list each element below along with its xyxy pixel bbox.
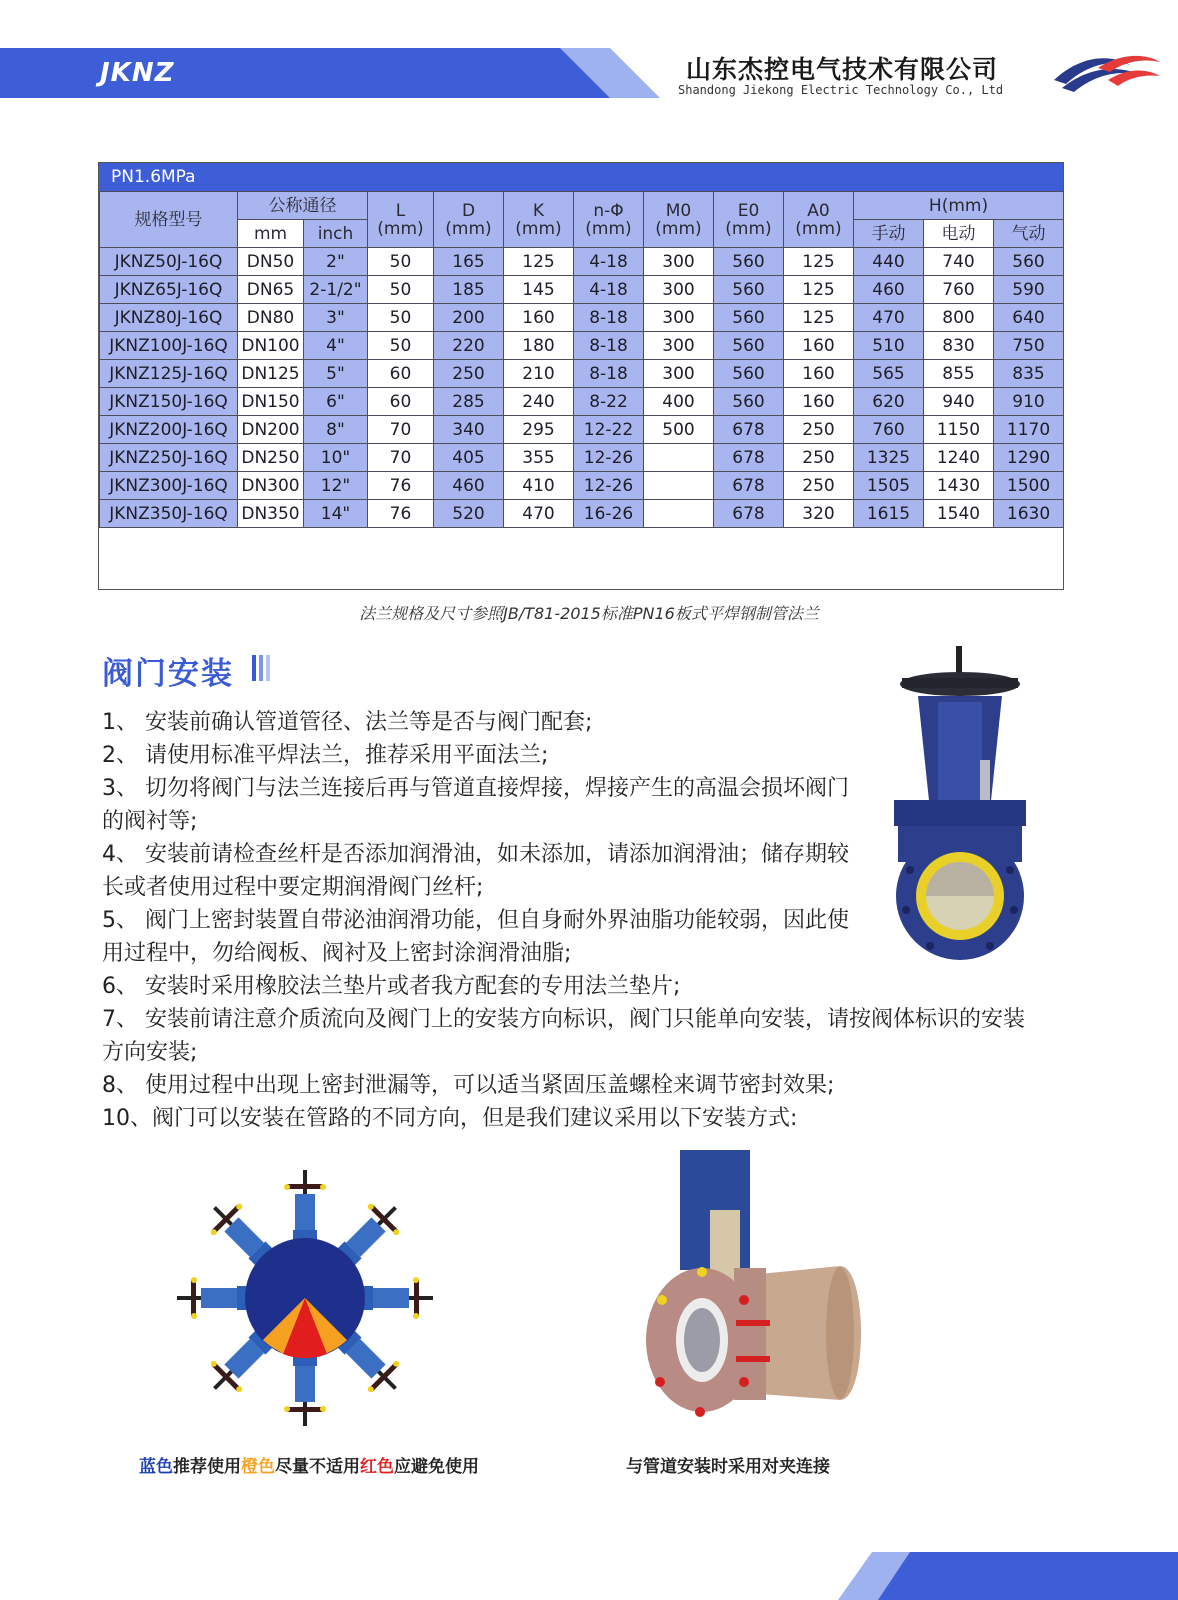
cell-D: 520 xyxy=(434,500,504,528)
cell-A0: 250 xyxy=(784,472,854,500)
cell-L: 76 xyxy=(368,500,434,528)
cell-electric: 800 xyxy=(924,304,994,332)
cell-E0: 560 xyxy=(714,332,784,360)
cell-pneumatic: 560 xyxy=(994,248,1064,276)
company-name-en: Shandong Jiekong Electric Technology Co., Ltd xyxy=(678,83,1004,97)
cell-manual: 470 xyxy=(854,304,924,332)
legend-red: 红色 xyxy=(360,1457,394,1477)
cell-A0: 320 xyxy=(784,500,854,528)
cell-pneumatic: 910 xyxy=(994,388,1064,416)
cell-model: JKNZ150J-16Q xyxy=(100,388,238,416)
install-step: 10、阀门可以安装在管路的不同方向，但是我们建议采用以下安装方式: xyxy=(102,1106,798,1131)
section-title: 阀门安装 xyxy=(102,656,234,692)
col-header-mm: mm xyxy=(238,220,304,248)
legend-orange: 橙色 xyxy=(241,1457,275,1477)
col-header-K: K (mm) xyxy=(504,192,574,248)
col-header-nominal: 公称通径 xyxy=(238,192,368,220)
cell-inch: 2-1/2" xyxy=(304,276,368,304)
cell-inch: 12" xyxy=(304,472,368,500)
cell-pneumatic: 590 xyxy=(994,276,1064,304)
cell-mm: DN150 xyxy=(238,388,304,416)
col-header-A0: A0 (mm) xyxy=(784,192,854,248)
cell-inch: 5" xyxy=(304,360,368,388)
cell-D: 185 xyxy=(434,276,504,304)
cell-nphi: 4-18 xyxy=(574,276,644,304)
cell-mm: DN200 xyxy=(238,416,304,444)
cell-mm: DN80 xyxy=(238,304,304,332)
flange-standard-note: 法兰规格及尺寸参照JB/T81-2015标准PN16板式平焊钢制管法兰 xyxy=(359,604,819,623)
cell-L: 60 xyxy=(368,388,434,416)
cell-manual: 510 xyxy=(854,332,924,360)
cell-electric: 855 xyxy=(924,360,994,388)
cell-D: 165 xyxy=(434,248,504,276)
cell-manual: 1615 xyxy=(854,500,924,528)
cell-E0: 678 xyxy=(714,500,784,528)
cell-model: JKNZ250J-16Q xyxy=(100,444,238,472)
cell-manual: 440 xyxy=(854,248,924,276)
cell-nphi: 8-18 xyxy=(574,360,644,388)
cell-A0: 160 xyxy=(784,360,854,388)
cell-A0: 125 xyxy=(784,304,854,332)
table-row xyxy=(100,444,1064,472)
cell-model: JKNZ80J-16Q xyxy=(100,304,238,332)
install-step: 8、 使用过程中出现上密封泄漏等，可以适当紧固压盖螺栓来调节密封效果; xyxy=(102,1073,835,1098)
install-step: 3、 切勿将阀门与法兰连接后再与管道直接焊接，焊接产生的高温会损坏阀门的阀衬等; xyxy=(102,776,849,834)
cell-electric: 940 xyxy=(924,388,994,416)
install-step: 7、 安装前请注意介质流向及阀门上的安装方向标识，阀门只能单向安装，请按阀体标识的安装方向安装; xyxy=(102,1007,1025,1065)
cell-pneumatic: 1170 xyxy=(994,416,1064,444)
cell-L: 50 xyxy=(368,304,434,332)
cell-inch: 8" xyxy=(304,416,368,444)
cell-mm: DN350 xyxy=(238,500,304,528)
cell-A0: 125 xyxy=(784,248,854,276)
installation-orientation-diagram xyxy=(150,1148,460,1448)
footer-band xyxy=(838,1552,1178,1600)
cell-pneumatic: 750 xyxy=(994,332,1064,360)
cell-nphi: 8-18 xyxy=(574,332,644,360)
col-header-manual: 手动 xyxy=(854,220,924,248)
cell-nphi: 16-26 xyxy=(574,500,644,528)
cell-inch: 3" xyxy=(304,304,368,332)
cell-A0: 250 xyxy=(784,444,854,472)
header-band xyxy=(0,48,660,98)
col-header-D: D (mm) xyxy=(434,192,504,248)
cell-A0: 125 xyxy=(784,276,854,304)
cell-nphi: 12-26 xyxy=(574,444,644,472)
col-header-H: H(mm) xyxy=(854,192,1064,220)
table-spacer xyxy=(100,528,1064,583)
install-step: 4、 安装前请检查丝杆是否添加润滑油，如未添加，请添加润滑油；储存期较长或者使用过程中要定期润滑阀门丝杆; xyxy=(102,842,849,900)
col-header-E0: E0 (mm) xyxy=(714,192,784,248)
cell-inch: 6" xyxy=(304,388,368,416)
legend-blue: 蓝色 xyxy=(139,1457,173,1477)
cell-D: 340 xyxy=(434,416,504,444)
table-row xyxy=(100,304,1064,332)
cell-D: 250 xyxy=(434,360,504,388)
orientation-legend-caption: 蓝色推荐使用橙色尽量不适用红色应避免使用 xyxy=(139,1457,479,1477)
cell-K: 355 xyxy=(504,444,574,472)
cell-manual: 1325 xyxy=(854,444,924,472)
cell-D: 460 xyxy=(434,472,504,500)
cell-K: 210 xyxy=(504,360,574,388)
cell-A0: 250 xyxy=(784,416,854,444)
cell-pneumatic: 1290 xyxy=(994,444,1064,472)
cell-electric: 1240 xyxy=(924,444,994,472)
spec-table-title: PN1.6MPa xyxy=(99,163,1063,191)
cell-electric: 1540 xyxy=(924,500,994,528)
spec-table xyxy=(99,191,1064,582)
cell-L: 70 xyxy=(368,444,434,472)
cell-mm: DN65 xyxy=(238,276,304,304)
cell-nphi: 8-18 xyxy=(574,304,644,332)
table-row xyxy=(100,500,1064,528)
cell-manual: 1505 xyxy=(854,472,924,500)
cell-D: 220 xyxy=(434,332,504,360)
cell-M0: 300 xyxy=(644,332,714,360)
cell-model: JKNZ65J-16Q xyxy=(100,276,238,304)
table-row xyxy=(100,332,1064,360)
table-row xyxy=(100,416,1064,444)
cell-model: JKNZ100J-16Q xyxy=(100,332,238,360)
cell-model: JKNZ300J-16Q xyxy=(100,472,238,500)
spec-table-container xyxy=(98,162,1064,590)
cell-mm: DN300 xyxy=(238,472,304,500)
cell-K: 470 xyxy=(504,500,574,528)
cell-mm: DN125 xyxy=(238,360,304,388)
cell-electric: 830 xyxy=(924,332,994,360)
table-row xyxy=(100,360,1064,388)
cell-electric: 1150 xyxy=(924,416,994,444)
cell-E0: 560 xyxy=(714,248,784,276)
cell-K: 145 xyxy=(504,276,574,304)
cell-inch: 4" xyxy=(304,332,368,360)
cell-nphi: 12-22 xyxy=(574,416,644,444)
col-header-model: 规格型号 xyxy=(100,192,238,248)
table-row xyxy=(100,472,1064,500)
cell-inch: 10" xyxy=(304,444,368,472)
col-header-pneumatic: 气动 xyxy=(994,220,1064,248)
knife-gate-valve-image xyxy=(880,640,1040,970)
cell-nphi: 8-22 xyxy=(574,388,644,416)
cell-pneumatic: 1630 xyxy=(994,500,1064,528)
cell-K: 240 xyxy=(504,388,574,416)
cell-D: 405 xyxy=(434,444,504,472)
company-name-cn: 山东杰控电气技术有限公司 xyxy=(686,55,999,84)
cell-L: 50 xyxy=(368,276,434,304)
cell-A0: 160 xyxy=(784,388,854,416)
cell-M0: 300 xyxy=(644,304,714,332)
cell-K: 125 xyxy=(504,248,574,276)
cell-K: 410 xyxy=(504,472,574,500)
cell-L: 60 xyxy=(368,360,434,388)
cell-M0: 300 xyxy=(644,248,714,276)
cell-electric: 1430 xyxy=(924,472,994,500)
company-logo xyxy=(1052,48,1162,94)
cell-pneumatic: 835 xyxy=(994,360,1064,388)
install-step: 5、 阀门上密封装置自带泌油润滑功能，但自身耐外界油脂功能较弱，因此使用过程中，勿给阀板、阀衬及上密封涂润滑油脂; xyxy=(102,908,849,966)
cell-mm: DN100 xyxy=(238,332,304,360)
cell-E0: 560 xyxy=(714,360,784,388)
clamp-caption: 与管道安装时采用对夹连接 xyxy=(626,1457,830,1477)
cell-M0 xyxy=(644,500,714,528)
cell-model: JKNZ350J-16Q xyxy=(100,500,238,528)
cell-L: 50 xyxy=(368,332,434,360)
cell-K: 180 xyxy=(504,332,574,360)
table-spacer-row xyxy=(100,528,1064,583)
cell-model: JKNZ125J-16Q xyxy=(100,360,238,388)
wafer-clamp-connection-image xyxy=(640,1150,870,1440)
cell-pneumatic: 1500 xyxy=(994,472,1064,500)
table-row xyxy=(100,276,1064,304)
cell-A0: 160 xyxy=(784,332,854,360)
section-bars-icon xyxy=(252,653,272,683)
cell-inch: 2" xyxy=(304,248,368,276)
cell-nphi: 12-26 xyxy=(574,472,644,500)
cell-M0: 300 xyxy=(644,276,714,304)
install-step: 2、 请使用标准平焊法兰，推荐采用平面法兰; xyxy=(102,743,549,768)
cell-model: JKNZ200J-16Q xyxy=(100,416,238,444)
cell-manual: 565 xyxy=(854,360,924,388)
cell-mm: DN250 xyxy=(238,444,304,472)
cell-K: 295 xyxy=(504,416,574,444)
cell-M0: 400 xyxy=(644,388,714,416)
cell-E0: 560 xyxy=(714,276,784,304)
cell-E0: 678 xyxy=(714,416,784,444)
table-row xyxy=(100,388,1064,416)
table-row xyxy=(100,248,1064,276)
cell-electric: 740 xyxy=(924,248,994,276)
cell-M0: 500 xyxy=(644,416,714,444)
cell-manual: 760 xyxy=(854,416,924,444)
cell-nphi: 4-18 xyxy=(574,248,644,276)
cell-E0: 560 xyxy=(714,304,784,332)
col-header-L: L (mm) xyxy=(368,192,434,248)
cell-manual: 620 xyxy=(854,388,924,416)
cell-M0 xyxy=(644,472,714,500)
cell-L: 50 xyxy=(368,248,434,276)
col-header-M0: M0 (mm) xyxy=(644,192,714,248)
cell-mm: DN50 xyxy=(238,248,304,276)
cell-L: 76 xyxy=(368,472,434,500)
col-header-electric: 电动 xyxy=(924,220,994,248)
cell-electric: 760 xyxy=(924,276,994,304)
cell-model: JKNZ50J-16Q xyxy=(100,248,238,276)
cell-E0: 678 xyxy=(714,472,784,500)
col-header-inch: inch xyxy=(304,220,368,248)
cell-L: 70 xyxy=(368,416,434,444)
cell-E0: 560 xyxy=(714,388,784,416)
col-header-nphi: n-Φ (mm) xyxy=(574,192,644,248)
cell-D: 285 xyxy=(434,388,504,416)
cell-M0: 300 xyxy=(644,360,714,388)
install-step: 6、 安装时采用橡胶法兰垫片或者我方配套的专用法兰垫片; xyxy=(102,974,681,999)
cell-E0: 678 xyxy=(714,444,784,472)
install-step: 1、 安装前确认管道管径、法兰等是否与阀门配套; xyxy=(102,710,593,735)
cell-D: 200 xyxy=(434,304,504,332)
brand-name: JKNZ xyxy=(100,58,175,88)
cell-inch: 14" xyxy=(304,500,368,528)
cell-manual: 460 xyxy=(854,276,924,304)
cell-M0 xyxy=(644,444,714,472)
cell-K: 160 xyxy=(504,304,574,332)
cell-pneumatic: 640 xyxy=(994,304,1064,332)
